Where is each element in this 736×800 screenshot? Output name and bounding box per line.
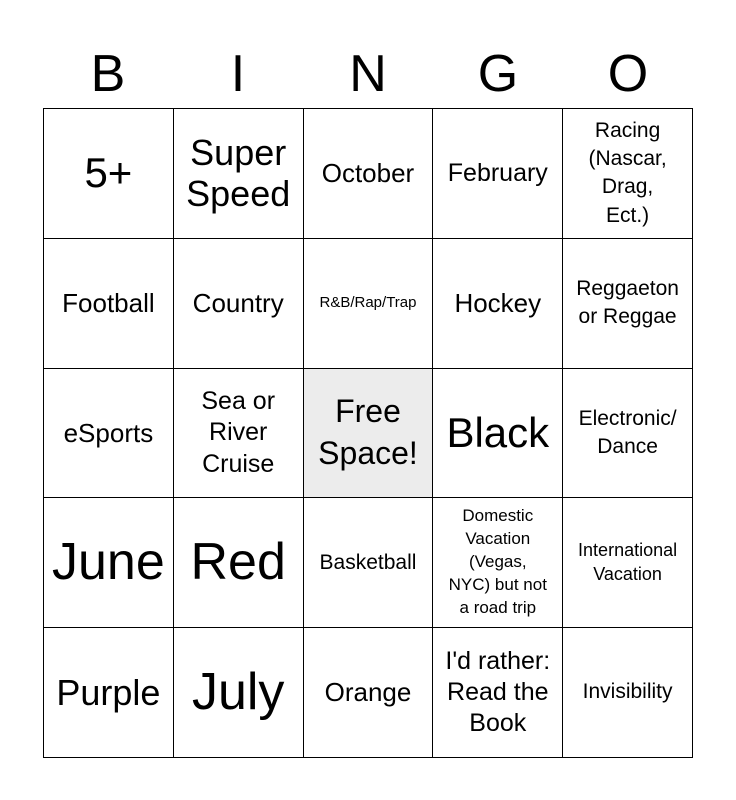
bingo-cell-r5c3[interactable]: Orange [304, 628, 434, 758]
bingo-cell-r2c5[interactable]: Reggaeton or Reggae [563, 239, 693, 369]
bingo-cell-r2c1[interactable]: Football [44, 239, 174, 369]
bingo-cell-r1c5[interactable]: Racing (Nascar, Drag, Ect.) [563, 109, 693, 239]
bingo-cell-r5c2[interactable]: July [174, 628, 304, 758]
bingo-cell-r2c2[interactable]: Country [174, 239, 304, 369]
bingo-header [43, 40, 693, 108]
bingo-grid [43, 108, 693, 758]
header-letter-o: O [607, 45, 649, 103]
bingo-cell-free-space[interactable]: Free Space! [304, 369, 434, 499]
bingo-cell-r3c2[interactable]: Sea or River Cruise [174, 369, 304, 499]
header-letter-g: G [477, 45, 519, 103]
header-letter-i: I [230, 45, 246, 103]
bingo-cell-r5c4[interactable]: I'd rather: Read the Book [433, 628, 563, 758]
bingo-cell-r2c4[interactable]: Hockey [433, 239, 563, 369]
bingo-cell-r3c1[interactable]: eSports [44, 369, 174, 499]
bingo-cell-r1c2[interactable]: Super Speed [174, 109, 304, 239]
bingo-cell-r4c5[interactable]: International Vacation [563, 498, 693, 628]
bingo-cell-r3c5[interactable]: Electronic/ Dance [563, 369, 693, 499]
bingo-cell-r2c3[interactable]: R&B/Rap/Trap [304, 239, 434, 369]
header-letter-n: N [349, 45, 387, 103]
bingo-cell-r1c3[interactable]: October [304, 109, 434, 239]
header-letter-b: B [90, 45, 126, 103]
bingo-cell-r4c2[interactable]: Red [174, 498, 304, 628]
bingo-cell-r4c4[interactable]: Domestic Vacation (Vegas, NYC) but not a road trip [433, 498, 563, 628]
bingo-cell-r4c1[interactable]: June [44, 498, 174, 628]
bingo-cell-r3c4[interactable]: Black [433, 369, 563, 499]
bingo-cell-r5c1[interactable]: Purple [44, 628, 174, 758]
bingo-cell-r1c1[interactable]: 5+ [44, 109, 174, 239]
bingo-cell-r4c3[interactable]: Basketball [304, 498, 434, 628]
bingo-cell-r5c5[interactable]: Invisibility [563, 628, 693, 758]
bingo-cell-r1c4[interactable]: February [433, 109, 563, 239]
